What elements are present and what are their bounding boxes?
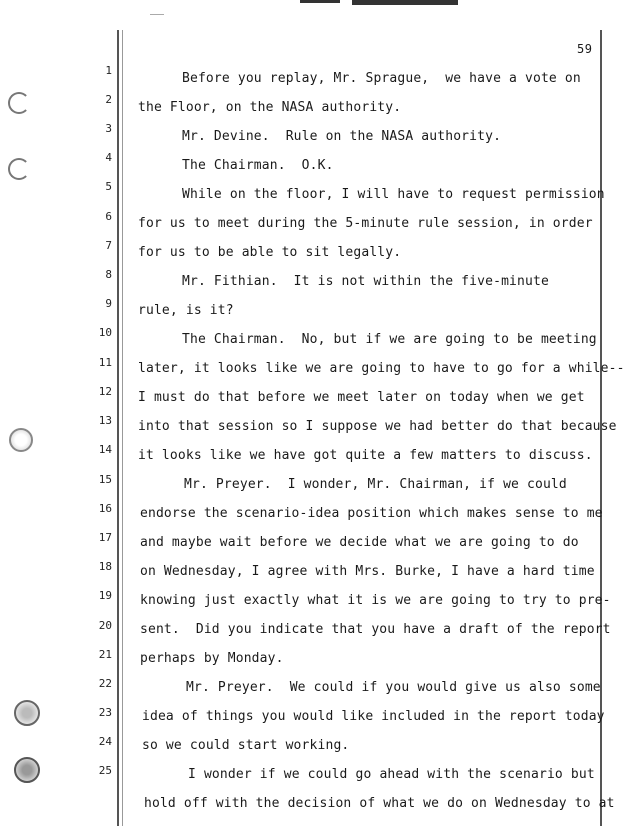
transcript-line: The Chairman. O.K. [182, 158, 334, 173]
binder-hole-icon [8, 92, 30, 114]
transcript-line: I wonder if we could go ahead with the scenario but [188, 767, 595, 782]
line-number: 17 [98, 531, 112, 544]
line-number: 6 [105, 210, 112, 223]
binder-hole-icon [14, 757, 40, 783]
line-number: 20 [98, 619, 112, 632]
line-number: 11 [98, 356, 112, 369]
line-number: 24 [98, 735, 112, 748]
line-number: 15 [98, 473, 112, 486]
transcript-line: so we could start working. [142, 738, 350, 753]
line-number: 25 [98, 764, 112, 777]
transcript-line: and maybe wait before we decide what we are going to do [140, 535, 579, 550]
transcript-line: hold off with the decision of what we do on Wednesday to at [144, 796, 615, 811]
line-number: 2 [105, 93, 112, 106]
line-number: 9 [105, 297, 112, 310]
line-number: 1 [105, 64, 112, 77]
transcript-line: into that session so I suppose we had better do that because [138, 419, 617, 434]
line-number: 4 [105, 151, 112, 164]
line-number: 21 [98, 648, 112, 661]
transcript-line: knowing just exactly what it is we are going to try to pre- [140, 593, 611, 608]
transcript-line: Mr. Devine. Rule on the NASA authority. [182, 129, 502, 144]
transcript-line: on Wednesday, I agree with Mrs. Burke, I have a hard time [140, 564, 595, 579]
transcript-line: While on the floor, I will have to request permission [182, 187, 605, 202]
line-number: 23 [98, 706, 112, 719]
line-number: 8 [105, 268, 112, 281]
left-margin-rule-inner [122, 30, 123, 826]
transcript-line: Before you replay, Mr. Sprague, we have a vote on [182, 71, 581, 86]
transcript-line: for us to meet during the 5-minute rule session, in order [138, 216, 593, 231]
line-number: 16 [98, 502, 112, 515]
page-number: 59 [577, 42, 593, 56]
binder-hole-icon [9, 428, 33, 452]
line-number: 12 [98, 385, 112, 398]
line-number: 5 [105, 180, 112, 193]
line-number: 22 [98, 677, 112, 690]
transcript-line: sent. Did you indicate that you have a draft of the report [140, 622, 611, 637]
transcript-line: endorse the scenario-idea position which makes sense to me [140, 506, 603, 521]
transcript-line: perhaps by Monday. [140, 651, 284, 666]
line-number: 19 [98, 589, 112, 602]
line-number: 10 [98, 326, 112, 339]
line-number: 18 [98, 560, 112, 573]
transcript-line: I must do that before we meet later on today when we get [138, 390, 585, 405]
transcript-line: idea of things you would like included in the report today [142, 709, 605, 724]
line-number: 13 [98, 414, 112, 427]
transcript-line: for us to be able to sit legally. [138, 245, 402, 260]
top-edge-mark [352, 0, 458, 5]
left-margin-rule [117, 30, 119, 826]
line-number: 3 [105, 122, 112, 135]
transcript-line: Mr. Fithian. It is not within the five-minute [182, 274, 549, 289]
transcript-line: The Chairman. No, but if we are going to be meeting [182, 332, 597, 347]
binder-hole-icon [14, 700, 40, 726]
line-number: 7 [105, 239, 112, 252]
scan-speck [150, 14, 164, 15]
top-edge-mark [300, 0, 340, 3]
binder-hole-icon [8, 158, 30, 180]
line-number: 14 [98, 443, 112, 456]
transcript-line: it looks like we have got quite a few matters to discuss. [138, 448, 593, 463]
transcript-line: the Floor, on the NASA authority. [138, 100, 402, 115]
transcript-line: Mr. Preyer. I wonder, Mr. Chairman, if we could [184, 477, 567, 492]
transcript-line: Mr. Preyer. We could if you would give us also some [186, 680, 601, 695]
transcript-line: later, it looks like we are going to have to go for a while-- [138, 361, 625, 376]
transcript-line: rule, is it? [138, 303, 234, 318]
